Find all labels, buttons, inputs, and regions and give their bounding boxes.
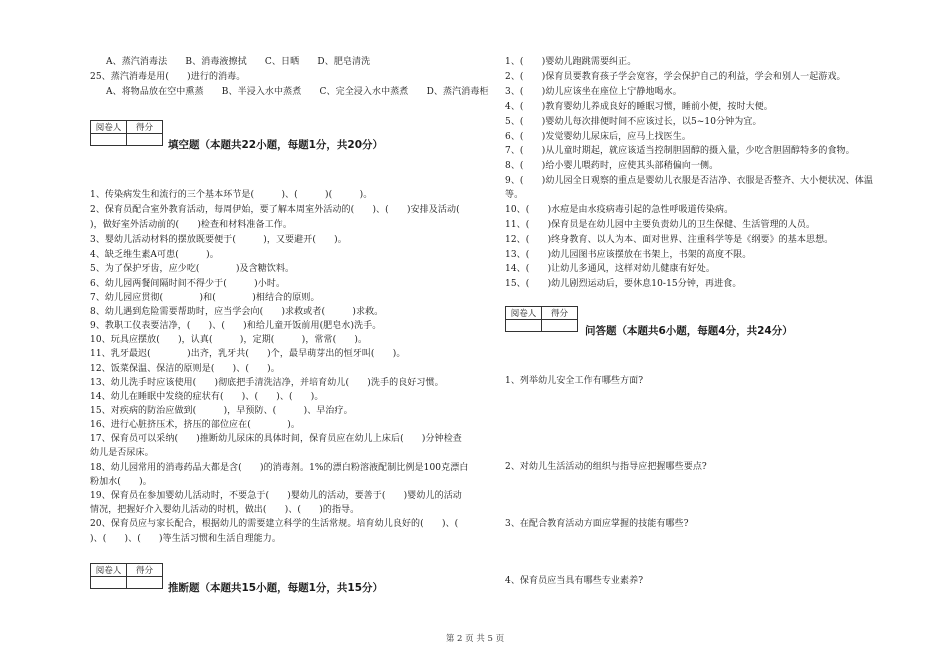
- list-item: 14、幼儿在睡眠中发绕的症状有( )、( )、( )。: [90, 392, 324, 402]
- list-item: 5、为了保护牙齿，应少吃( )及含糖饮料。: [90, 264, 295, 274]
- qa-section-title: 问答题（本题共6小题，每题4分，共24分）: [585, 325, 793, 337]
- list-item: 7、( )从儿童时期起，就应该适当控制胆固醇的摄入量，少吃含胆固醇特多的食物。: [505, 146, 855, 156]
- list-item: 1、传染病发生和流行的三个基本环节是( )、( )( )。: [90, 190, 373, 200]
- question-25-options: A、将物品放在空中熏蒸 B、半浸入水中蒸煮 C、完全浸入水中蒸煮 D、蒸汽消毒柜: [106, 87, 489, 97]
- list-item: 12、饭菜保温、保洁的原则是( )、( )。: [90, 364, 280, 374]
- list-item: 15、( )幼儿剧烈运动后，要休息10-15分钟，再进食。: [505, 279, 742, 289]
- list-item: 7、幼儿园应贯彻( )和( )相结合的原则。: [90, 293, 320, 303]
- list-item: 4、缺乏维生素A可患( )。: [90, 250, 219, 260]
- grader-cell: [91, 577, 127, 589]
- list-item: 2、保育员配合室外教育活动，每周伊始，要了解本周室外活动的( )、( )安排及活动(: [90, 205, 460, 215]
- judge-section-title: 推断题（本题共15小题，每题1分，共15分）: [168, 582, 384, 594]
- list-item: 19、保育员在参加婴幼儿活动时，不要急于( )婴幼儿的活动，要善于( )婴幼儿的活动: [90, 491, 462, 501]
- list-item: 1、( )婴幼儿跑跳需要纠正。: [505, 57, 637, 67]
- score-label: 得分: [127, 121, 163, 134]
- list-item: 14、( )让幼儿多通风，这样对幼儿健康有好处。: [505, 264, 715, 274]
- list-item: 5、( )婴幼儿每次排便时间不应该过长，以5~10分钟为宜。: [505, 117, 762, 127]
- list-item: 3、( )幼儿应该坐在座位上宁静地喝水。: [505, 87, 682, 97]
- score-cell: [127, 577, 163, 589]
- list-item: 4、保育员应当具有哪些专业素养?: [505, 576, 644, 586]
- list-item: 2、对幼儿生活活动的组织与指导应把握哪些要点?: [505, 462, 707, 472]
- list-item: )，做好室外活动前的( )检查和材料准备工作。: [90, 220, 292, 230]
- list-item: 粉加水( )。: [90, 477, 152, 487]
- question-24-options: A、蒸汽消毒法 B、消毒液擦拭 C、日晒 D、肥皂清洗: [106, 57, 371, 67]
- list-item: 等。: [505, 190, 524, 200]
- score-box: [505, 306, 578, 332]
- list-item: 9、教职工仪表要洁净，( )、( )和给儿童开饭前用(肥皂水)洗手。: [90, 321, 382, 331]
- list-item: 15、对疾病的防治应做到( )，早预防、( )、早治疗。: [90, 406, 353, 416]
- score-label: 得分: [127, 564, 163, 577]
- list-item: 20、保育员应与家长配合，根据幼儿的需要建立科学的生活常规。培育幼儿良好的( )、(: [90, 519, 468, 529]
- page-footer: 第 2 页 共 5 页: [445, 634, 505, 644]
- score-cell: [542, 320, 578, 332]
- fill-section-title: 填空题（本题共22小题，每题1分，共20分）: [168, 139, 384, 151]
- question-25: 25、蒸汽消毒是用( )进行的消毒。: [90, 72, 246, 82]
- list-item: 1、列举幼儿安全工作有哪些方面?: [505, 376, 644, 386]
- list-item: 10、玩具应摆放( )，认真( )，定期( )，常常( )。: [90, 335, 368, 345]
- list-item: 13、幼儿洗手时应该使用( )彻底把手清洗洁净，并培育幼儿( )洗手的良好习惯。: [90, 378, 444, 388]
- score-cell: [127, 134, 163, 146]
- list-item: 13、( )幼儿园图书应该摆放在书架上，书架的高度不限。: [505, 250, 752, 260]
- list-item: 幼儿是否尿床。: [90, 448, 154, 458]
- score-box: [90, 120, 163, 146]
- grader-cell: [506, 320, 542, 332]
- list-item: 8、( )给小婴儿喂药时，应使其头部稍偏向一侧。: [505, 161, 719, 171]
- score-label: 得分: [542, 307, 578, 320]
- list-item: 8、幼儿遇到危险需要帮助时，应当学会向( )求救或者( )求救。: [90, 307, 384, 317]
- list-item: 11、( )保育员是在幼儿园中主要负责幼儿的卫生保健、生活管理的人员。: [505, 220, 816, 230]
- list-item: 11、乳牙最迟( )出齐，乳牙共( )个，最早萌芽出的恒牙叫( )。: [90, 349, 406, 359]
- list-item: 情况，把握好介入婴幼儿活动的时机，做出( )、( )的指导。: [90, 505, 360, 515]
- grader-label: 阅卷人: [91, 564, 127, 577]
- list-item: 4、( )教育婴幼儿养成良好的睡眠习惯，睡前小便，按时大便。: [505, 102, 773, 112]
- list-item: 2、( )保育员要教育孩子学会宽容，学会保护自己的利益，学会和别人一起游戏。: [505, 72, 846, 82]
- list-item: 6、幼儿园两餐间隔时间不得少于( )小时。: [90, 279, 286, 289]
- list-item: 16、进行心脏挤压术，挤压的部位应在( )。: [90, 420, 300, 430]
- list-item: 3、在配合教育活动方面应掌握的技能有哪些?: [505, 519, 689, 529]
- list-item: 18、幼儿园常用的消毒药品大都是含( )的消毒剂。1%的漂白粉溶液配制比例是100克漂白: [90, 463, 469, 473]
- grader-label: 阅卷人: [506, 307, 542, 320]
- list-item: 17、保育员可以采纳( )推断幼儿尿床的具体时间，保育员应在幼儿上床后( )分钟检查: [90, 434, 462, 444]
- list-item: 3、婴幼儿活动材料的摆放既要便于( )，又要避开( )。: [90, 235, 347, 245]
- list-item: 9、( )幼儿园全日观察的重点是婴幼儿衣服是否洁净、衣服是否整齐、大小便状况、体温: [505, 176, 873, 186]
- grader-label: 阅卷人: [91, 121, 127, 134]
- score-box: [90, 563, 163, 589]
- list-item: )、( )、( )等生活习惯和生活自理能力。: [90, 534, 281, 544]
- grader-cell: [91, 134, 127, 146]
- list-item: 10、( )水痘是由水疫病毒引起的急性呼吸道传染病。: [505, 205, 734, 215]
- list-item: 6、( )发觉婴幼儿尿床后，应马上找医生。: [505, 132, 691, 142]
- list-item: 12、( )终身教育、以人为本、面对世界、注重科学等是《纲要》的基本思想。: [505, 235, 834, 245]
